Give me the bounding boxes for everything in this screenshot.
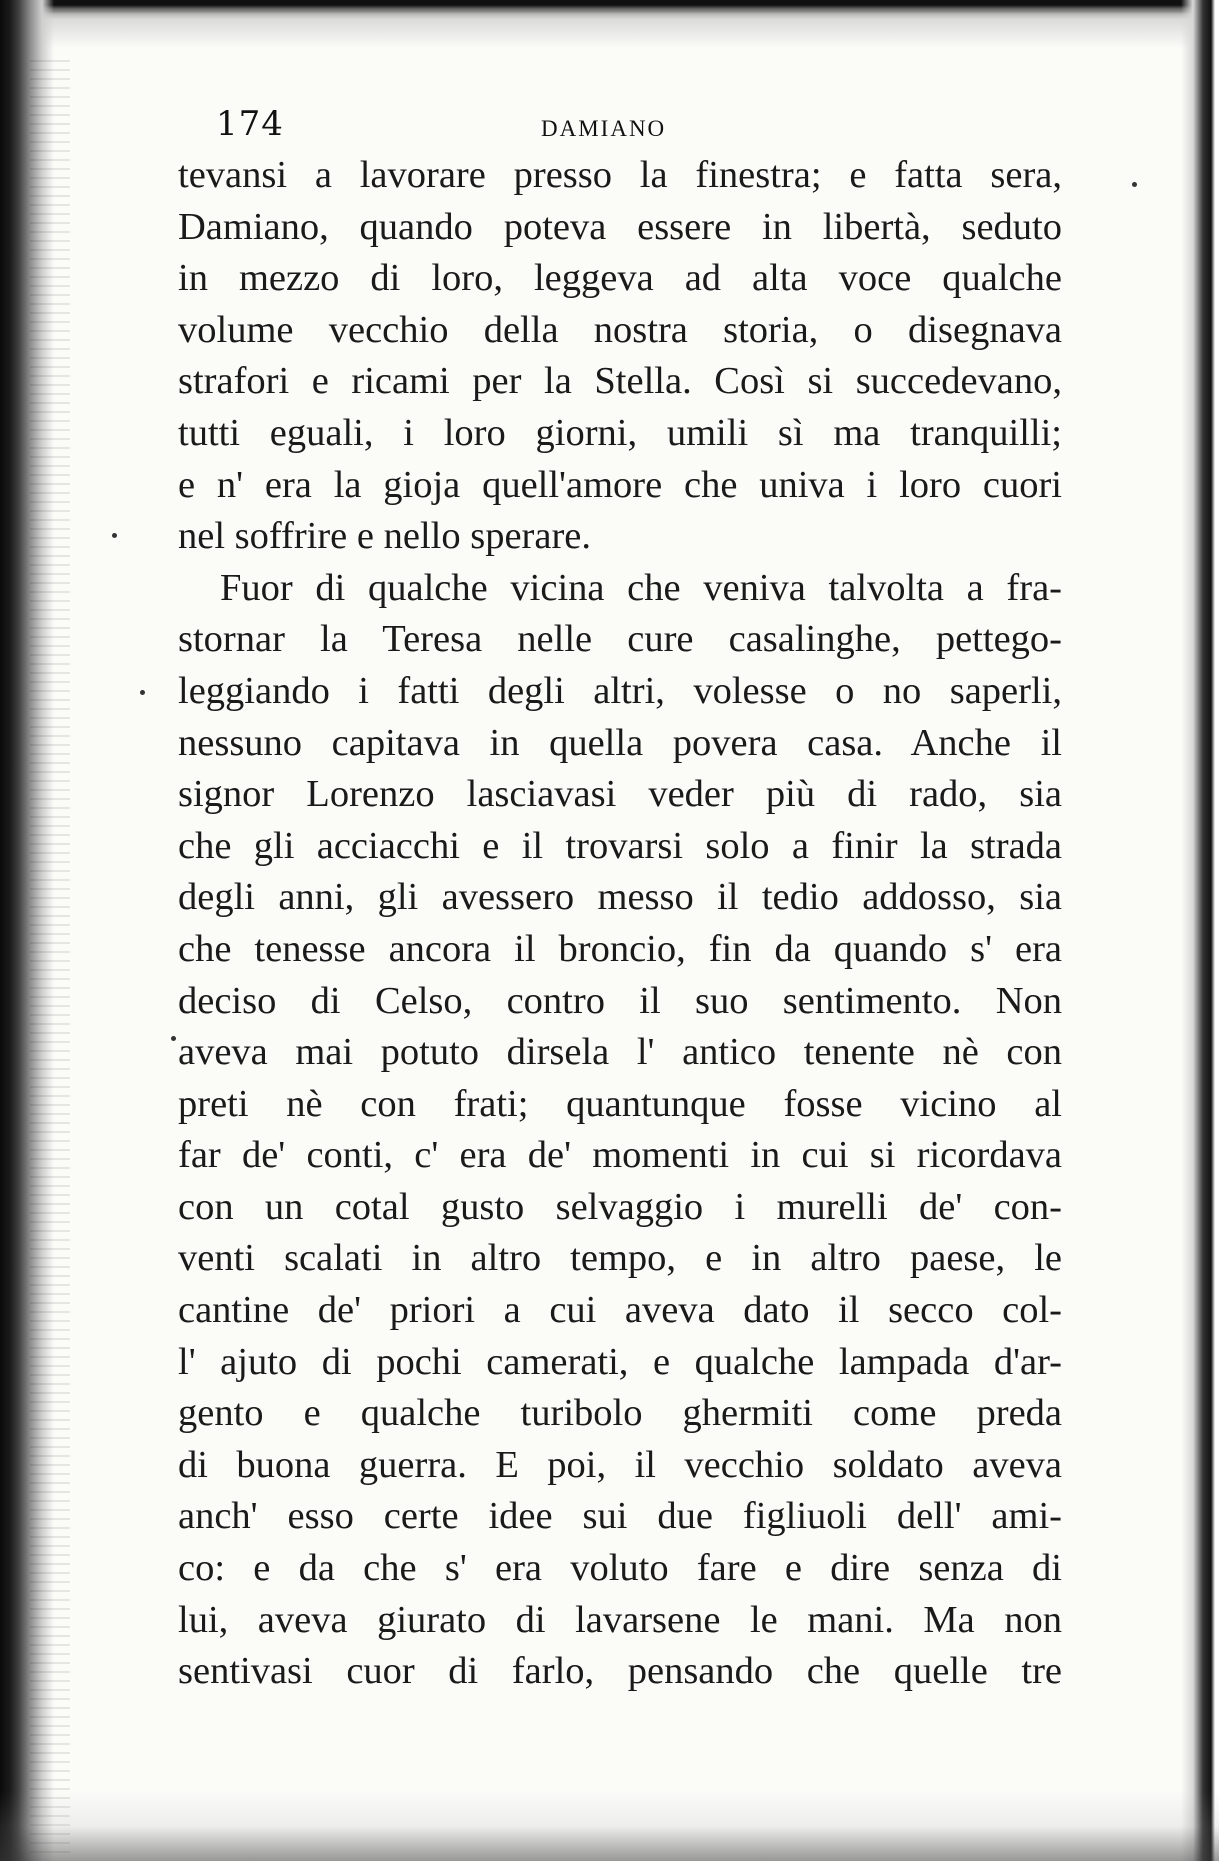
text-line: sentivasi cuor di farlo, pensando che quelle tre — [178, 1650, 1062, 1693]
text-line: strafori e ricami per la Stella. Così si succedevano, — [178, 360, 1062, 403]
text-line: lui, aveva giurato di lavarsene le mani. Ma non — [178, 1598, 1062, 1641]
text-line: signor Lorenzo lasciavasi veder più di rado, sia — [178, 773, 1062, 816]
scan-bottom-shadow — [0, 1791, 1219, 1861]
text-line: di buona guerra. E poi, il vecchio soldato aveva — [178, 1443, 1062, 1486]
running-head: DAMIANO — [541, 116, 667, 141]
text-line: con un cotal gusto selvaggio i murelli de' con- — [178, 1185, 1062, 1228]
text-line: Damiano, quando poteva essere in libertà, seduto — [178, 205, 1062, 248]
page-number: 174 — [216, 104, 284, 144]
text-line: l' ajuto di pochi camerati, e qualche lampada d'ar- — [178, 1340, 1062, 1383]
text-line: aveva mai potuto dirsela l' antico tenente nè con — [178, 1031, 1062, 1074]
scan-right-edge — [1159, 0, 1219, 1861]
speck — [140, 690, 145, 695]
paragraph-first-line: Fuor di qualche vicina che veniva talvolta a fra- — [220, 566, 1062, 609]
text-line: stornar la Teresa nelle cure casalinghe, pettego- — [178, 618, 1062, 661]
text-line: e n' era la gioja quell'amore che univa i loro cuori — [178, 463, 1062, 506]
text-line: co: e da che s' era voluto fare e dire senza di — [178, 1547, 1062, 1590]
text-line: degli anni, gli avessero messo il tedio addosso, sia — [178, 876, 1062, 919]
text-line: gento e qualche turibolo ghermiti come preda — [178, 1392, 1062, 1435]
text-line: tevansi a lavorare presso la finestra; e fatta sera, — [178, 154, 1062, 196]
text-line: nel soffrire e nello sperare. — [178, 515, 591, 558]
text-line: in mezzo di loro, leggeva ad alta voce qualche — [178, 257, 1062, 300]
text-line: nessuno capitava in quella povera casa. Anche il — [178, 721, 1062, 764]
speck — [171, 1036, 176, 1041]
text-line: tutti eguali, i loro giorni, umili sì ma tranquilli; — [178, 411, 1062, 454]
page-header — [216, 104, 976, 150]
text-line: leggiando i fatti degli altri, volesse o no saperli, — [178, 669, 1062, 712]
text-line: far de' conti, c' era de' momenti in cui si ricordava — [178, 1134, 1062, 1177]
text-line: preti nè con frati; quantunque fosse vicino al — [178, 1082, 1062, 1125]
text-line: cantine de' priori a cui aveva dato il secco col- — [178, 1289, 1062, 1332]
text-line: venti scalati in altro tempo, e in altro paese, le — [178, 1237, 1062, 1280]
text-line: volume vecchio della nostra storia, o disegnava — [178, 308, 1062, 351]
text-line: deciso di Celso, contro il suo sentimento. Non — [178, 979, 1062, 1022]
scan-top-edge — [0, 0, 1219, 14]
binding-speckle — [30, 60, 70, 1860]
speck — [112, 533, 117, 538]
text-line: anch' esso certe idee sui due figliuoli dell' ami- — [178, 1495, 1062, 1538]
body-text — [178, 150, 1062, 1698]
text-line: che gli acciacchi e il trovarsi solo a finir la strada — [178, 824, 1062, 867]
speck — [1132, 182, 1137, 187]
text-line: che tenesse ancora il broncio, fin da quando s' era — [178, 927, 1062, 970]
